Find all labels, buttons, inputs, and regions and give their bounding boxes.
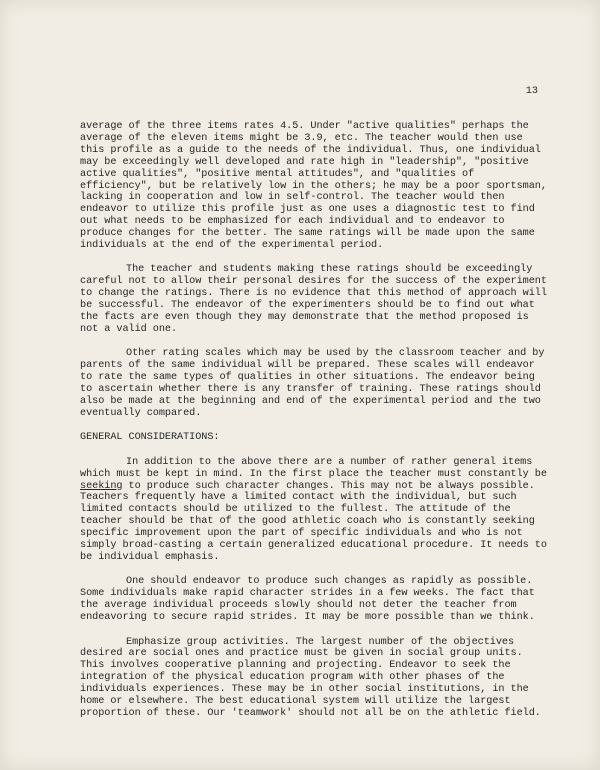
paragraph-general-items-part1: In addition to the above there are a number of rather general items which must be kept in mind. In the first place the teacher must constantly be <box>80 456 547 480</box>
underlined-word-seeking: seeking <box>80 480 123 492</box>
paragraph-general-items-part2: to produce such character changes. This may not be always possible. Teachers frequently have a limited contact with the individual, but such limited contacts should be utilized to the fullest. The attitude of the teacher should be that of the good athletic coach who is constantly seeking specific improvement upon the part of specific individuals and who is not simply broad-casting a certain generalized educational procedure. It needs to be individual emphasis. <box>80 480 547 563</box>
paragraph-profile-averages: average of the three items rates 4.5. Under "active qualities" perhaps the average of the eleven items might be 3.9, etc. The teacher would then use this profile as a guide to the needs of the individual. Thus, one individual may be exceedingly well developed and rate high in "leadership", "positive active qualities", "positive mental attitudes", and "qualities of efficiency", but be relatively low in the others; he may be a poor sportsman, lacking in cooperation and low in self-control. The teacher would then endeavor to utilize this profile just as one uses a diagnostic test to find out what needs to be emphasized for each individual and to endeavor to produce changes for the better. The same ratings will be made upon the same individuals at the end of the experimental period. <box>80 121 547 252</box>
paragraph-rating-caution: The teacher and students making these ratings should be exceedingly careful not to allow their personal desires for the success of the experiment to change the ratings. There is no evidence that this method of approach will be successful. The endeavor of the experimenters should be to find out what the facts are even though they may demonstrate that the method proposed is not a valid one. <box>80 264 547 335</box>
page-number: 13 <box>525 86 538 97</box>
paragraph-other-rating-scales: Other rating scales which may be used by the classroom teacher and by parents of the same individual will be prepared. These scales will endeavor to rate the same types of qualities in other situations. The endeavor being to ascertain whether there is any transfer of training. These ratings should also be made at the beginning and end of the experimental period and the two eventually compared. <box>80 348 545 419</box>
paragraph-group-activities: Emphasize group activities. The largest number of the objectives desired are social ones and practice must be given in social group units. This involves cooperative planning and projecting. Endeavor to seek the integration of the physical education program with other phases of the individuals experiences. These may be in other social institutions, in the home or elsewhere. The best educational system will utilize the largest proportion of these. Our 'teamwork' should not all be on the athletic field. <box>80 636 541 719</box>
paragraph-general-items <box>80 457 550 564</box>
document-body <box>80 121 550 732</box>
section-heading-general-considerations: GENERAL CONSIDERATIONS: <box>80 432 220 444</box>
paragraph-rapid-changes: One should endeavor to produce such changes as rapidly as possible. Some individuals make rapid character strides in a few weeks. The fact that the average individual proceeds slowly should not deter the teacher from endeavoring to secure rapid strides. It may be more possible than we think. <box>80 576 535 624</box>
